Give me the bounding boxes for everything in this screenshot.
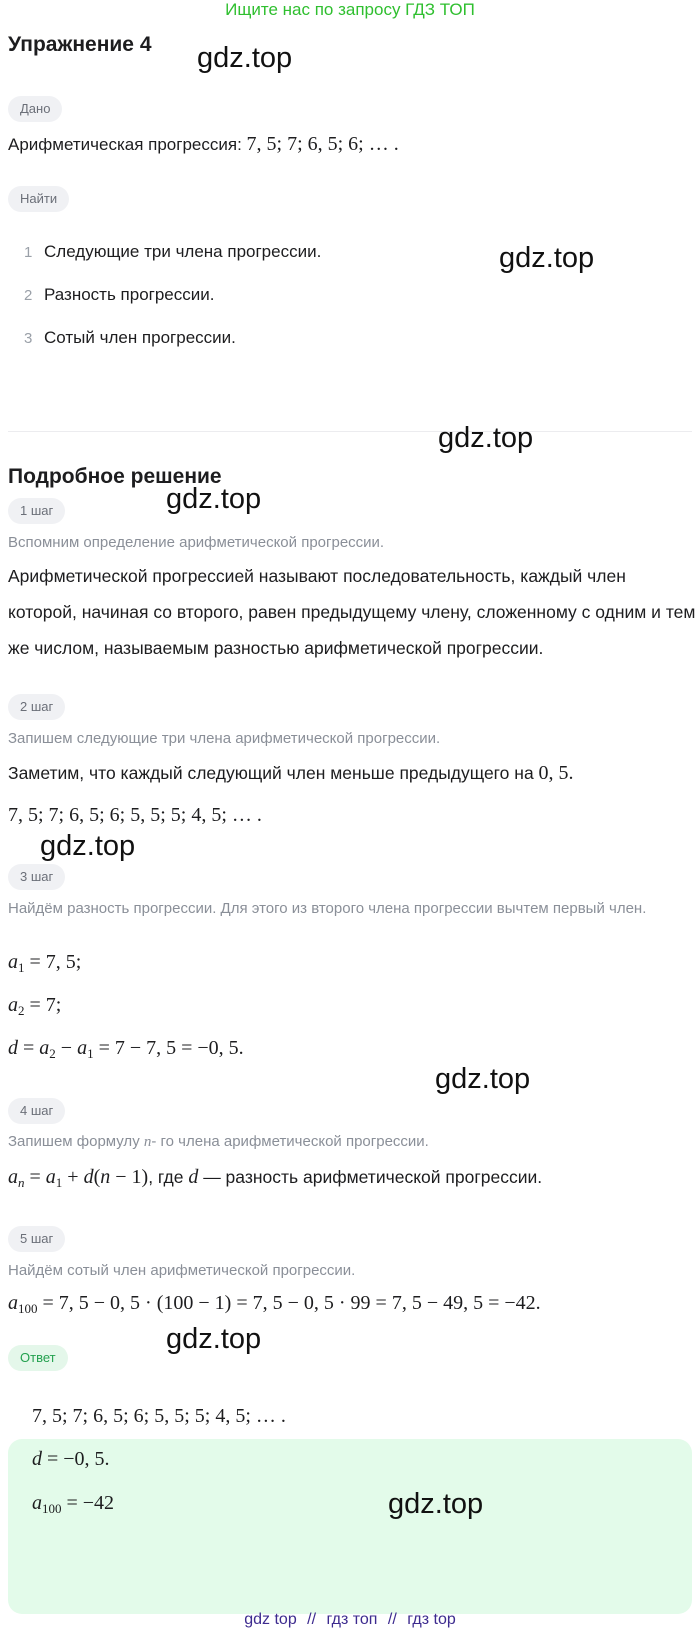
step-3-math-3: $d = a_2 - a_1 = 7 - 7$, 5 = −0, 5. — [8, 1037, 244, 1061]
watermark: gdz.top — [438, 422, 534, 454]
find-item-text: Следующие три члена прогрессии. — [44, 242, 322, 261]
find-item-1 — [24, 242, 321, 262]
step-3-tag: 3 шаг — [8, 864, 65, 890]
given-math: 7, 5; 7; 6, 5; 6; … . — [246, 133, 399, 155]
watermark: gdz.top — [40, 830, 136, 862]
step-3-math-3-value: = 7 − 7, 5 = −0, 5. — [98, 1037, 244, 1059]
answer-line-2: d = −0, 5. — [32, 1448, 110, 1470]
solution-title: Подробное решение — [8, 465, 222, 488]
watermark: gdz.top — [197, 42, 293, 74]
watermark: gdz.top — [435, 1063, 531, 1095]
step-4-hint-before: Запишем формулу — [8, 1133, 144, 1150]
step-4-text-after: — разность арифметической прогрессии. — [198, 1167, 543, 1187]
find-item-number: 3 — [24, 330, 33, 347]
step-4-text-mid: , где — [148, 1167, 189, 1187]
answer-line-1: 7, 5; 7; 6, 5; 6; 5, 5; 5; 4, 5; … . — [32, 1405, 286, 1427]
step-4-formula: $a_n = a_1 + d(n - 1)$, где d — разность арифметической прогрессии. — [8, 1166, 543, 1190]
step-1-text: Арифметической прогрессией называют последовательность, каждый член которой, начиная со второго, равен предыдущему члену, сложенному с одним и тем же числом, называемым разностью арифметической прогрессии. — [8, 566, 696, 658]
answer-line-3-value: = −42 — [66, 1492, 115, 1514]
find-item-2 — [24, 285, 214, 305]
footer-link-1[interactable]: gdz top — [244, 1611, 297, 1628]
answer-line-3: $a_{100} = -42$ — [32, 1492, 115, 1516]
step-2-hint: Запишем следующие три члена арифметической прогрессии. — [8, 730, 441, 747]
exercise-title: Упражнение 4 — [8, 33, 152, 56]
watermark: gdz.top — [166, 1323, 262, 1355]
step-3-math-2-value: = 7; — [29, 994, 62, 1016]
step-2-text — [8, 762, 574, 785]
step-5-math-value: = 7, 5 − 0, 5 · (100 − 1) = 7, 5 − 0, 5 · 99 = 7, 5 − 49, 5 = −42. — [42, 1292, 541, 1314]
step-3-hint: Найдём разность прогрессии. Для этого из второго члена прогрессии вычтем первый член. — [8, 900, 647, 917]
step-5-tag: 5 шаг — [8, 1226, 65, 1252]
given-statement — [8, 133, 399, 156]
step-2-math: 7, 5; 7; 6, 5; 6; 5, 5; 5; 4, 5; … . — [8, 804, 262, 826]
watermark: gdz.top — [166, 483, 262, 515]
step-4-tag: 4 шаг — [8, 1098, 65, 1124]
find-item-number: 1 — [24, 244, 33, 261]
step-5-math: $a_{100} = 7$, 5 − 0, 5 · (100 − 1) = 7, 5 − 0, 5 · 99 = 7, 5 − 49, 5 = −42. — [8, 1292, 541, 1316]
step-4-hint-after: - го члена арифметической прогрессии. — [151, 1133, 429, 1150]
footer-link-3[interactable]: гдз top — [407, 1611, 456, 1628]
find-item-3 — [24, 328, 236, 348]
step-3-math-2: $a_2 = 7$; — [8, 994, 62, 1018]
given-text: Арифметическая прогрессия: — [8, 135, 247, 154]
footer-separator: // — [307, 1611, 317, 1628]
footer-link-2[interactable]: гдз топ — [326, 1611, 378, 1628]
step-4-hint — [8, 1131, 688, 1153]
footer-links — [0, 1611, 700, 1629]
top-banner-link[interactable]: Ищите нас по запросу ГДЗ ТОП — [225, 0, 475, 19]
answer-tag: Ответ — [8, 1345, 68, 1371]
find-item-text: Разность прогрессии. — [44, 285, 215, 304]
footer-separator: // — [387, 1611, 397, 1628]
given-tag: Дано — [8, 96, 62, 122]
step-2-tag: 2 шаг — [8, 694, 65, 720]
watermark: gdz.top — [388, 1488, 484, 1520]
step-2-text-part: Заметим, что каждый следующий член меньше предыдущего на — [8, 763, 539, 783]
step-5-hint: Найдём сотый член арифметической прогрессии. — [8, 1262, 356, 1279]
step-2-text-math: 0, 5. — [538, 762, 574, 784]
find-tag: Найти — [8, 186, 69, 212]
step-4-hint-var: n — [143, 1134, 152, 1150]
section-divider — [8, 431, 692, 432]
find-item-text: Сотый член прогрессии. — [44, 328, 236, 347]
answer-box — [8, 1439, 692, 1614]
find-item-number: 2 — [24, 287, 33, 304]
step-1-tag: 1 шаг — [8, 498, 65, 524]
step-1-hint: Вспомним определение арифметической прогрессии. — [8, 534, 385, 551]
step-3-math-1-value: = 7, 5; — [29, 951, 82, 973]
answer-line-2-value: = −0, 5. — [47, 1448, 110, 1470]
step-3-math-1: $a_1 = 7$, 5; — [8, 951, 82, 975]
watermark: gdz.top — [499, 242, 595, 274]
